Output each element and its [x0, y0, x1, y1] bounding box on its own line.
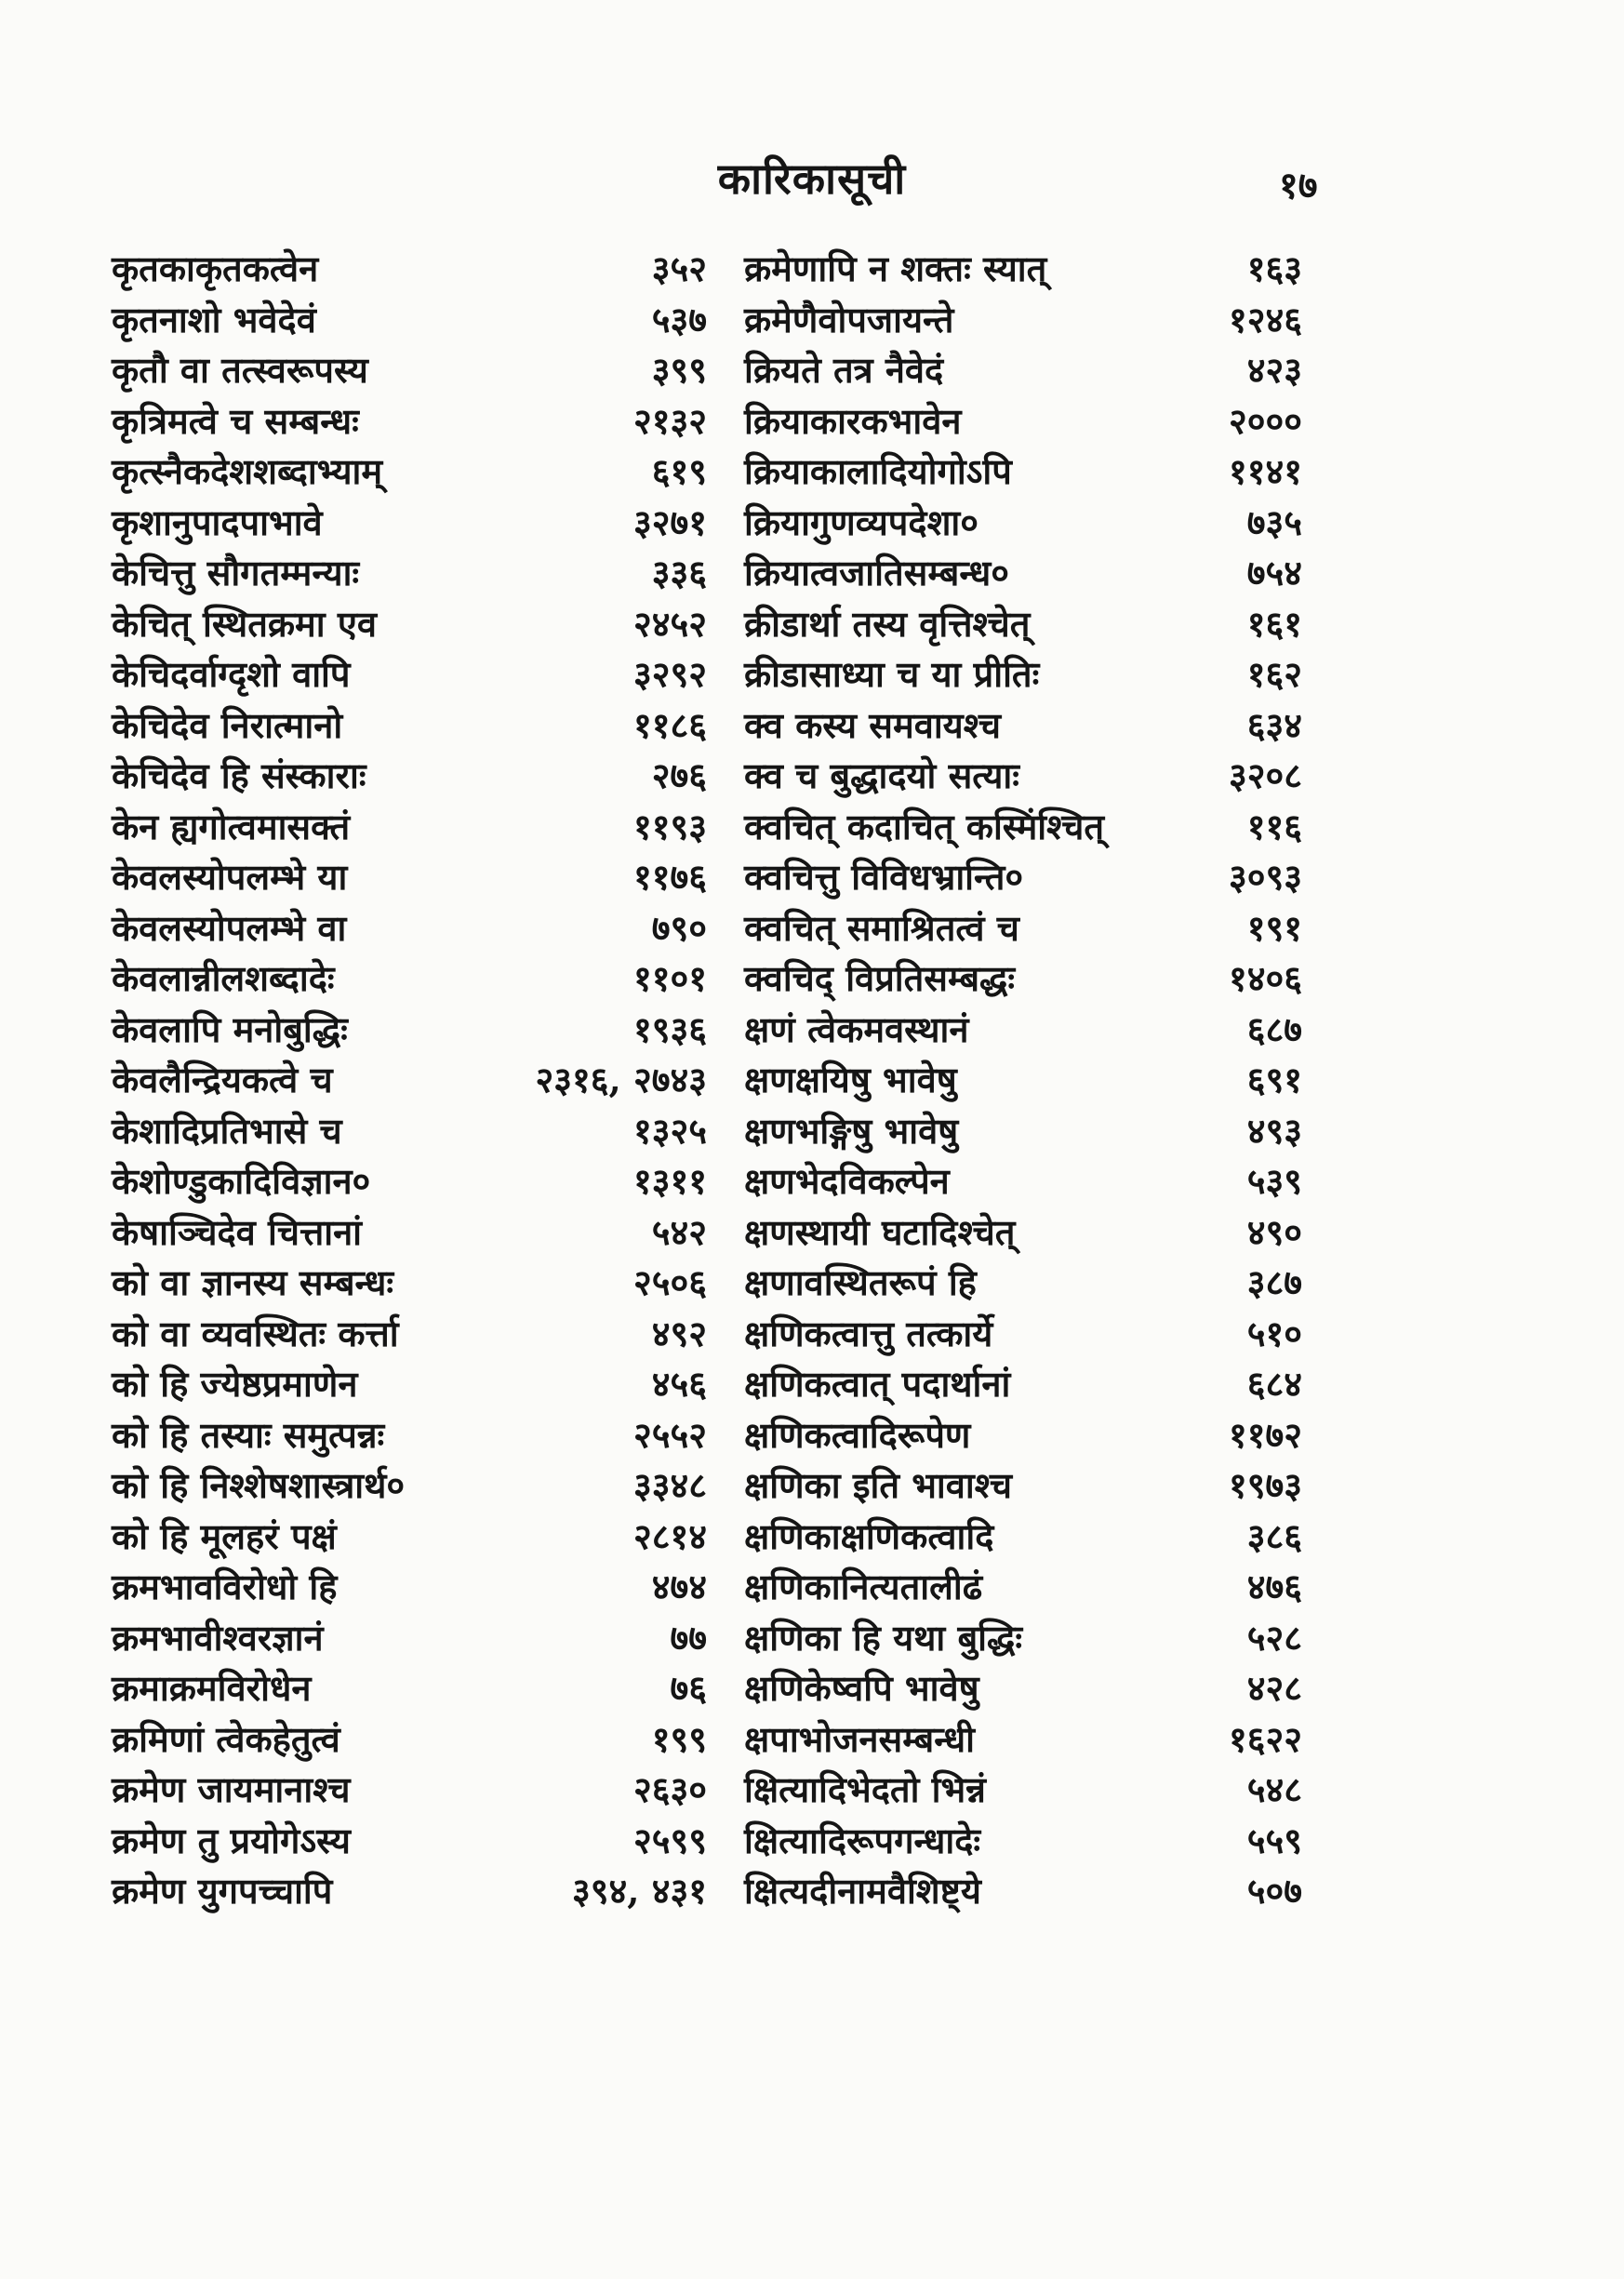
entry-term: क्षणिकेष्वपि भावेषु: [744, 1667, 979, 1709]
entry-term: क्षणस्थायी घटादिश्चेत्: [744, 1210, 1016, 1253]
entry-term: क्षणिकत्वादिरूपेण: [744, 1413, 971, 1456]
entry-term: कृशानुपादपाभावे: [112, 500, 323, 543]
entry-term: केचिदेव निरात्मानो: [112, 703, 343, 746]
entry-term: क्रमभावीश्वरज्ञानं: [112, 1616, 324, 1659]
index-entry: [112, 396, 707, 447]
entry-term: कृतकाकृतकत्वेन: [112, 247, 319, 289]
entry-reference: ३९९: [651, 349, 707, 391]
left-column: [112, 244, 707, 1917]
right-column: [744, 244, 1302, 1917]
entry-reference: ३८७: [1246, 1261, 1302, 1303]
entry-term: क्रमेण युगपच्चापि: [112, 1870, 333, 1912]
index-entry: [112, 345, 707, 396]
index-entry: [744, 446, 1302, 498]
index-entry: [744, 1359, 1302, 1410]
page-title: कारिकासूची: [717, 153, 907, 204]
index-entry: [112, 1613, 707, 1664]
entry-term: केवलापि मनोबुद्धिः: [112, 1007, 348, 1050]
entry-term: क्षणिकानित्यतालीढं: [744, 1566, 983, 1607]
entry-reference: ६९१: [1246, 1059, 1302, 1100]
entry-term: क्षणिकत्वात्तु तत्कार्ये: [744, 1312, 993, 1354]
index-entry: [744, 953, 1302, 1005]
index-entry: [112, 1663, 707, 1714]
entry-term: को हि तस्याः समुत्पन्नः: [112, 1413, 385, 1456]
entry-term: क्षित्यादिभेदतो भिन्नं: [744, 1768, 986, 1810]
entry-reference: ३२७१: [632, 500, 707, 543]
entry-term: क्षपाभोजनसम्बन्धी: [744, 1717, 975, 1760]
index-entry: [112, 1106, 707, 1157]
entry-reference: ३२९२: [632, 653, 707, 695]
entry-term: को वा व्यवस्थितः कर्त्ता: [112, 1312, 399, 1354]
entry-term: केषाञ्चिदेव चित्तानां: [112, 1210, 363, 1253]
index-entry: [112, 244, 707, 295]
index-entry: [112, 1816, 707, 1867]
index-entry: [744, 548, 1302, 599]
entry-reference: ११८६: [632, 703, 707, 746]
index-entry: [744, 1663, 1302, 1714]
entry-reference: ११७६: [632, 856, 707, 898]
entry-reference: १६२२: [1228, 1717, 1302, 1760]
entry-reference: ७३५: [1246, 500, 1302, 543]
index-entry: [112, 599, 707, 650]
entry-term: क्षणिकाक्षणिकत्वादि: [744, 1514, 994, 1557]
index-entry: [744, 1410, 1302, 1461]
entry-reference: ७६: [670, 1667, 707, 1709]
index-entry: [744, 498, 1302, 549]
index-entry: [744, 1106, 1302, 1157]
index-entry: [744, 700, 1302, 752]
page-number: १७: [1279, 164, 1318, 207]
index-entry: [744, 1866, 1302, 1917]
index-entry: [112, 1512, 707, 1563]
entry-term: क्षणिका इति भावाश्च: [744, 1464, 1013, 1506]
entry-reference: ११०१: [632, 957, 707, 999]
entry-term: कृतनाशो भवेदेवं: [112, 298, 316, 340]
index-entry: [112, 1258, 707, 1309]
index-entry: [744, 1613, 1302, 1664]
entry-reference: ५५९: [1246, 1819, 1302, 1861]
index-entry: [744, 1156, 1302, 1207]
index-entry: [112, 751, 707, 802]
entry-reference: ५३९: [1246, 1160, 1302, 1202]
entry-term: क्वचित् कदाचित् कस्मिंश्चित्: [744, 805, 1105, 847]
index-entry: [744, 244, 1302, 295]
entry-term: क्रियात्वजातिसम्बन्ध०: [744, 552, 1010, 593]
index-entry: [112, 548, 707, 599]
entry-reference: १९१: [1246, 906, 1302, 949]
index-entry: [744, 345, 1302, 396]
entry-reference: १६३: [1246, 247, 1302, 289]
index-entry: [744, 1055, 1302, 1106]
entry-term: क्वचित् समाश्रितत्वं च: [744, 906, 1019, 949]
entry-term: को वा ज्ञानस्य सम्बन्धः: [112, 1261, 394, 1303]
index-entry: [744, 852, 1302, 903]
entry-reference: ११४१: [1228, 450, 1302, 492]
entry-term: क्रीडार्था तस्य वृत्तिश्चेत्: [744, 602, 1031, 645]
entry-reference: ३५२: [651, 247, 707, 289]
entry-reference: ४५६: [651, 1363, 707, 1405]
index-entry: [744, 1207, 1302, 1259]
entry-term: क्रियाकारकभावेन: [744, 399, 962, 442]
entry-reference: २५९९: [632, 1819, 707, 1861]
entry-reference: ४९२: [651, 1312, 707, 1354]
entry-reference: ५०७: [1246, 1870, 1302, 1912]
entry-term: क्रमिणां त्वेकहेतुत्वं: [112, 1717, 340, 1760]
entry-reference: ४७४: [651, 1566, 707, 1607]
entry-reference: २६३०: [632, 1768, 707, 1810]
entry-reference: ३९४, ४३१: [571, 1870, 707, 1912]
index-entry: [112, 700, 707, 752]
entry-reference: २५५२: [632, 1413, 707, 1456]
entry-term: क्रियागुणव्यपदेशा०: [744, 500, 979, 543]
index-entry: [744, 1562, 1302, 1613]
entry-reference: ११९३: [632, 805, 707, 847]
index-entry: [744, 649, 1302, 700]
entry-reference: ७९०: [651, 906, 707, 949]
index-entry: [112, 1562, 707, 1613]
index-entry: [744, 1714, 1302, 1766]
entry-reference: ३८६: [1246, 1514, 1302, 1557]
entry-reference: १९९: [651, 1717, 707, 1760]
entry-reference: ३०९३: [1228, 856, 1302, 898]
entry-reference: ११७२: [1228, 1413, 1302, 1456]
entry-reference: २५०६: [632, 1261, 707, 1303]
entry-reference: ६३४: [1246, 703, 1302, 746]
index-entry: [112, 1765, 707, 1816]
entry-reference: २४५२: [632, 602, 707, 645]
index-entry: [744, 1512, 1302, 1563]
entry-term: केचित् स्थितक्रमा एव: [112, 602, 377, 645]
index-entry: [744, 1816, 1302, 1867]
index-entry: [744, 599, 1302, 650]
entry-reference: ५४८: [1246, 1768, 1302, 1810]
entry-term: क्षणावस्थितरूपं हि: [744, 1261, 977, 1303]
entry-term: को हि निश्शेषशास्त्रार्थ०: [112, 1464, 406, 1506]
index-entry: [112, 802, 707, 853]
entry-term: क्रमेणैवोपजायन्ते: [744, 298, 954, 340]
index-entry: [112, 852, 707, 903]
entry-term: क्रमभावविरोधो हि: [112, 1566, 338, 1607]
entry-term: क्षणभङ्गिषु भावेषु: [744, 1109, 959, 1152]
entry-reference: १२४६: [1228, 298, 1302, 340]
entry-term: क्रमेण जायमानाश्च: [112, 1768, 351, 1810]
entry-reference: २३१६, २७४३: [535, 1059, 707, 1100]
entry-term: को हि मूलहरं पक्षं: [112, 1514, 337, 1557]
index-entry: [112, 1309, 707, 1360]
entry-term: केचित्तु सौगतम्मन्याः: [112, 552, 360, 593]
index-entry: [744, 396, 1302, 447]
index-entry: [112, 649, 707, 700]
entry-term: क्षित्यदीनामवैशिष्ट्ये: [744, 1870, 981, 1912]
index-entry: [744, 1765, 1302, 1816]
entry-term: क्रमेणापि न शक्तः स्यात्: [744, 247, 1047, 289]
index-entry: [112, 1359, 707, 1410]
entry-term: क्रियते तत्र नैवेदं: [744, 349, 944, 391]
entry-term: केशोण्डुकादिविज्ञान०: [112, 1160, 371, 1202]
entry-term: कृत्रिमत्वे च सम्बन्धः: [112, 399, 359, 442]
entry-term: क्रीडासाध्या च या प्रीतिः: [744, 653, 1040, 695]
entry-reference: ३३६: [651, 552, 707, 593]
index-entry: [112, 446, 707, 498]
entry-reference: २१३२: [632, 399, 707, 442]
entry-term: क्षणक्षयिषु भावेषु: [744, 1059, 957, 1100]
index-entry: [744, 1460, 1302, 1512]
index-entry: [744, 295, 1302, 346]
entry-reference: ४२८: [1246, 1667, 1302, 1709]
entry-reference: ५१०: [1246, 1312, 1302, 1354]
entry-term: क्वचिद् विप्रतिसम्बद्धः: [744, 957, 1016, 999]
index-entry: [744, 1309, 1302, 1360]
entry-reference: ७५४: [1246, 552, 1302, 593]
entry-term: क्षित्यादिरूपगन्धादेः: [744, 1819, 981, 1861]
entry-reference: १३२५: [632, 1109, 707, 1152]
entry-term: क्षणं त्वेकमवस्थानं: [744, 1007, 969, 1050]
index-entry: [744, 1258, 1302, 1309]
index-entry: [744, 903, 1302, 954]
entry-term: क्वचित्तु विविधभ्रान्ति०: [744, 856, 1024, 898]
index-entry: [744, 802, 1302, 853]
entry-reference: ३३४८: [632, 1464, 707, 1506]
entry-term: केन ह्यगोत्वमासक्तं: [112, 805, 351, 847]
entry-reference: १९३६: [632, 1007, 707, 1050]
index-entry: [112, 1055, 707, 1106]
entry-term: कृत्स्नैकदेशशब्दाभ्याम्: [112, 450, 383, 492]
entry-reference: ६८४: [1246, 1363, 1302, 1405]
entry-term: को हि ज्येष्ठप्रमाणेन: [112, 1363, 358, 1405]
index-entry: [744, 1005, 1302, 1056]
entry-reference: १६१: [1246, 602, 1302, 645]
entry-reference: ७७: [670, 1616, 707, 1659]
entry-term: केवलैन्द्रियकत्वे च: [112, 1059, 333, 1100]
entry-reference: १९७३: [1228, 1464, 1302, 1506]
index-entry: [112, 953, 707, 1005]
entry-term: क्व च बुद्धादयो सत्याः: [744, 754, 1019, 796]
entry-term: क्रमाक्रमविरोधेन: [112, 1667, 312, 1709]
entry-reference: १४०६: [1228, 957, 1302, 999]
entry-reference: ११६: [1246, 805, 1302, 847]
entry-term: कृतौ वा तत्स्वरूपस्य: [112, 349, 368, 391]
index-entry: [112, 1714, 707, 1766]
entry-reference: ६८७: [1246, 1007, 1302, 1050]
entry-reference: १६२: [1246, 653, 1302, 695]
entry-term: क्षणिका हि यथा बुद्धिः: [744, 1616, 1023, 1659]
entry-reference: २०००: [1228, 399, 1302, 442]
entry-term: केवलस्योपलम्भे या: [112, 856, 348, 898]
entry-reference: ५२८: [1246, 1616, 1302, 1659]
entry-reference: ५४२: [651, 1210, 707, 1253]
entry-reference: ५३७: [651, 298, 707, 340]
entry-reference: ३२०८: [1228, 754, 1302, 796]
entry-term: केचिदर्वाग्दृशो वापि: [112, 653, 351, 695]
index-entry: [112, 295, 707, 346]
entry-term: केचिदेव हि संस्काराः: [112, 754, 366, 796]
entry-term: केवलान्नीलशब्दादेः: [112, 957, 335, 999]
entry-reference: २७६: [651, 754, 707, 796]
entry-term: क्षणिकत्वात् पदार्थानां: [744, 1363, 1011, 1405]
entry-term: क्रमेण तु प्रयोगेऽस्य: [112, 1819, 351, 1861]
index-entry: [744, 751, 1302, 802]
entry-reference: २८१४: [632, 1514, 707, 1557]
entry-reference: ४९३: [1246, 1109, 1302, 1152]
entry-term: केशादिप्रतिभासे च: [112, 1109, 342, 1152]
index-entry: [112, 1207, 707, 1259]
entry-reference: १३११: [632, 1160, 707, 1202]
entry-reference: ४२३: [1246, 349, 1302, 391]
index-entry: [112, 1156, 707, 1207]
index-entry: [112, 903, 707, 954]
index-entry: [112, 498, 707, 549]
index-entry: [112, 1005, 707, 1056]
entry-term: क्षणभेदविकल्पेन: [744, 1160, 950, 1202]
entry-reference: ६१९: [651, 450, 707, 492]
entry-reference: ४७६: [1246, 1566, 1302, 1607]
entry-reference: ४९०: [1246, 1210, 1302, 1253]
index-entry: [112, 1866, 707, 1917]
entry-term: क्व कस्य समवायश्च: [744, 703, 1002, 746]
entry-term: क्रियाकालादियोगोऽपि: [744, 450, 1012, 492]
entry-term: केवलस्योपलम्भे वा: [112, 906, 347, 949]
index-entry: [112, 1460, 707, 1512]
index-entry: [112, 1410, 707, 1461]
